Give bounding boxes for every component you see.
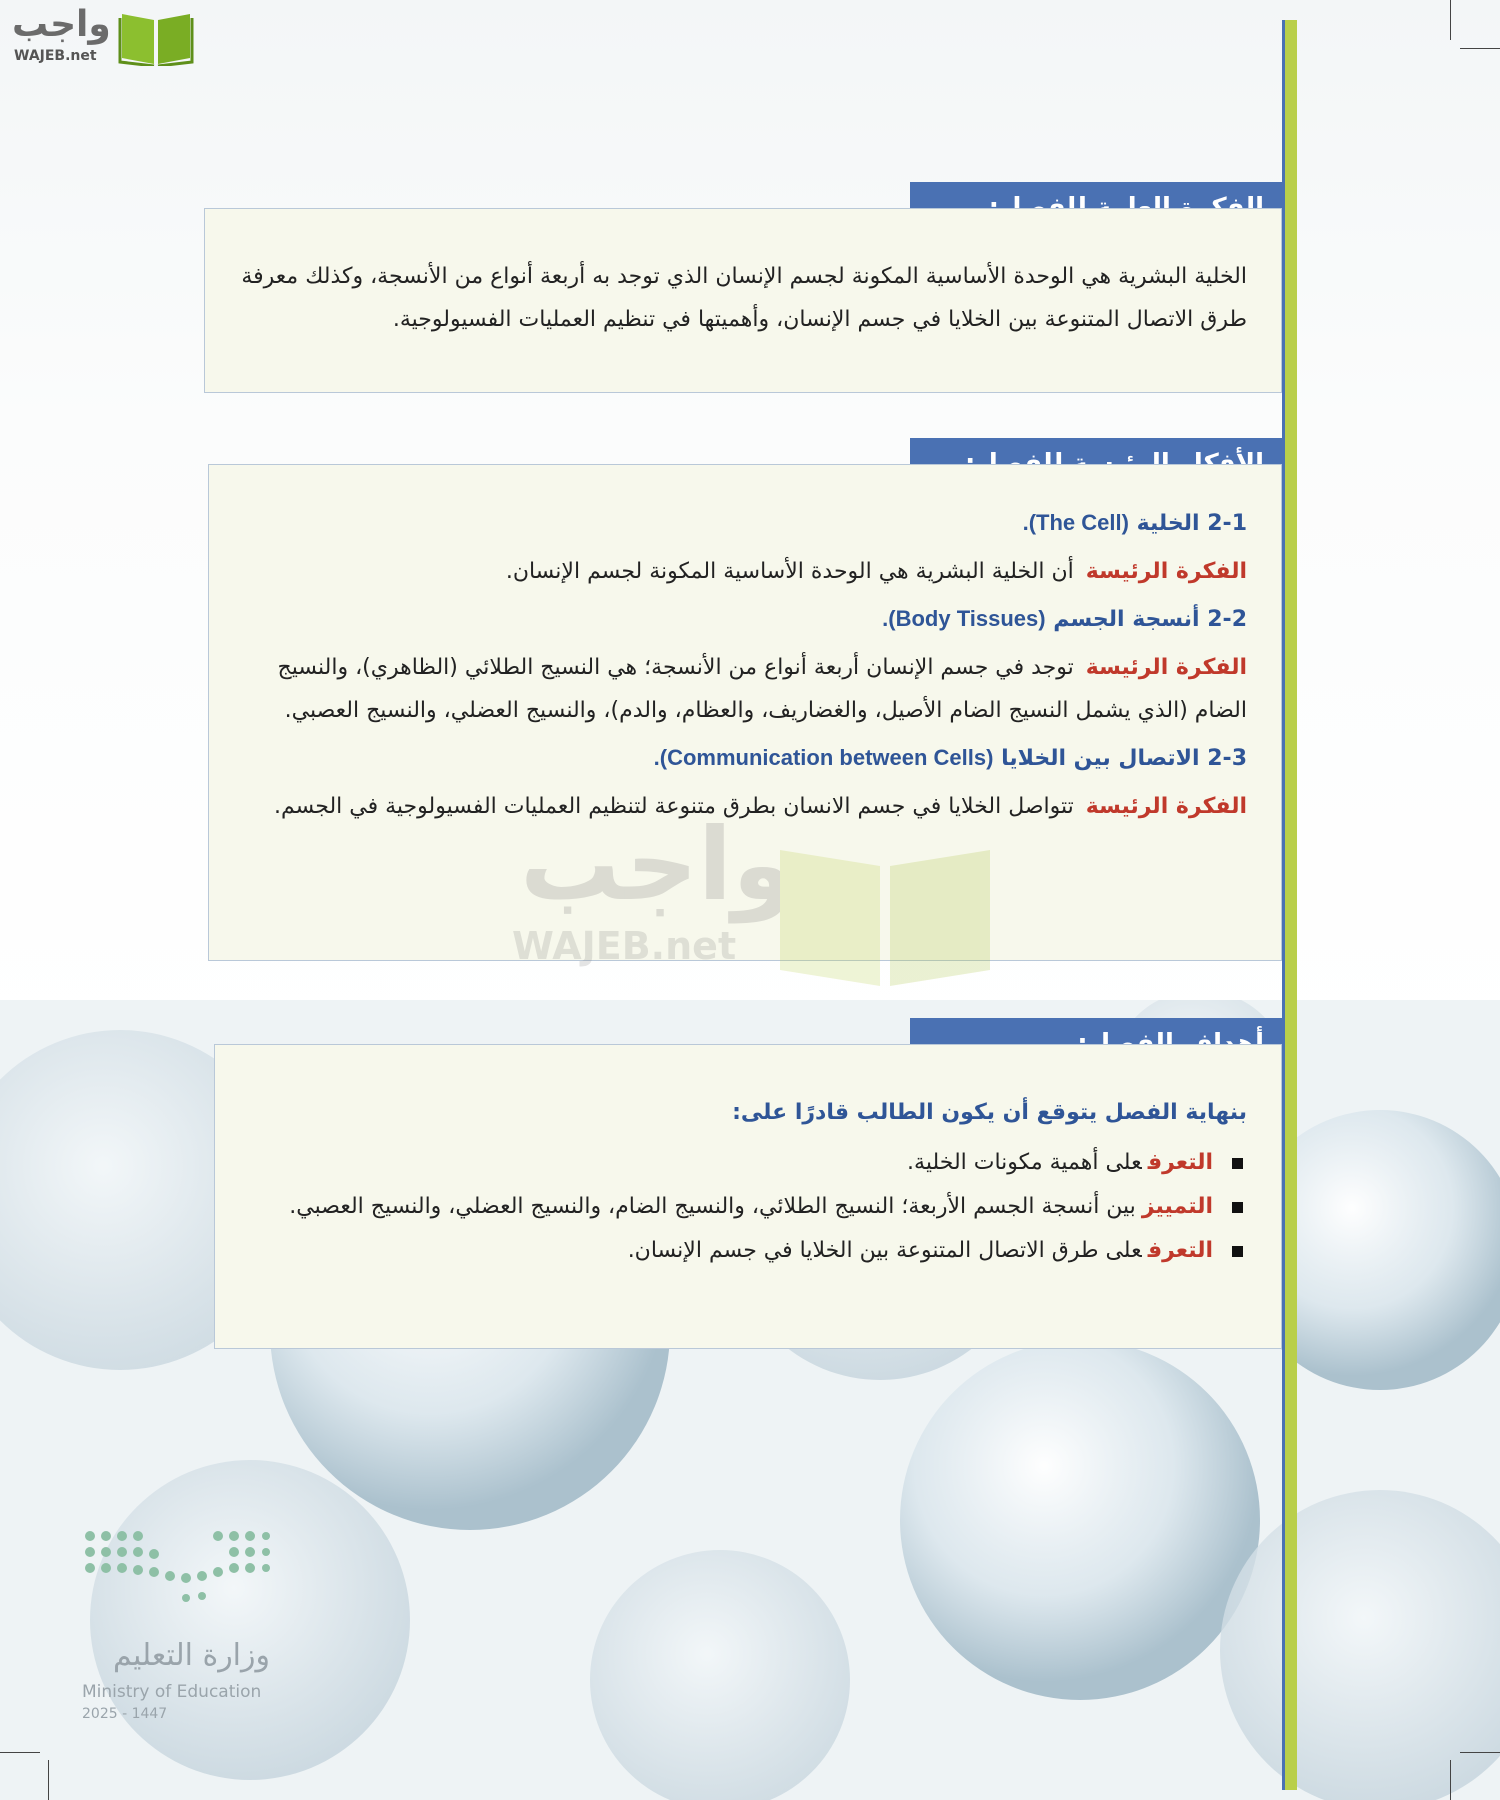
- objectives-box: [214, 1044, 1282, 1349]
- objectives-intro: بنهاية الفصل يتوقع أن يكون الطالب قادرًا على:: [732, 1100, 1247, 1125]
- main-idea-text: توجد في جسم الإنسان أربعة أنواع من الأنسجة؛ هي النسيج الطلائي (الظاهري)، والنسيج الضام (الذي يشمل النسيج الضام الأصيل، والغضاريف، والعظام، والدم)، والنسيج العضلي، والنسيج العصبي.: [277, 655, 1247, 723]
- trim-line-top-right-h: [1460, 48, 1500, 49]
- watermark-english: WAJEB.net: [512, 924, 737, 968]
- bullet-square-icon: [1232, 1202, 1243, 1213]
- wajeb-logo: [10, 4, 190, 68]
- ministry-logo: [80, 1520, 280, 1730]
- section-heading: [243, 738, 1247, 779]
- watermark-arabic: واجب: [520, 806, 795, 923]
- wajeb-watermark: [500, 806, 1020, 990]
- objective-text: على أهمية مكونات الخلية.: [907, 1150, 1142, 1175]
- section-title-en: (Body Tissues).: [882, 606, 1046, 631]
- main-idea-label: الفكرة الرئيسة: [1085, 559, 1247, 584]
- watermark-book-icon: [770, 830, 1000, 990]
- objective-item: [249, 1229, 1247, 1273]
- main-idea: [243, 550, 1247, 593]
- ministry-arabic: وزارة التعليم: [112, 1638, 270, 1673]
- ministry-dots-icon: [80, 1520, 270, 1620]
- logo-arabic: واجب: [12, 4, 111, 45]
- section-title-ar: الخلية: [1136, 511, 1200, 536]
- section-title-en: (Communication between Cells).: [653, 745, 994, 770]
- section-title-ar: أنسجة الجسم: [1053, 607, 1200, 632]
- ministry-year: 2025 - 1447: [82, 1706, 168, 1722]
- section-2-1: [243, 503, 1247, 593]
- section-title-en: (The Cell).: [1022, 510, 1129, 535]
- main-idea-text: أن الخلية البشرية هي الوحدة الأساسية المكونة لجسم الإنسان.: [505, 559, 1074, 584]
- ministry-english: Ministry of Education: [82, 1682, 262, 1702]
- section-2-2: [243, 599, 1247, 732]
- trim-line-bottom-left-h: [0, 1752, 40, 1753]
- objective-verb: التمييز: [1141, 1194, 1213, 1219]
- main-idea-label: الفكرة الرئيسة: [1085, 655, 1247, 680]
- trim-line-bottom-left: [48, 1760, 49, 1800]
- general-idea-box: [204, 208, 1282, 393]
- section-heading: [243, 599, 1247, 640]
- side-bar-green: [1285, 20, 1297, 1790]
- section-number: 2-2: [1207, 607, 1247, 632]
- objective-text: بين أنسجة الجسم الأربعة؛ النسيج الطلائي، والنسيج الضام، والنسيج العضلي، والنسيج العصبي.: [289, 1194, 1136, 1219]
- objective-text: على طرق الاتصال المتنوعة بين الخلايا في جسم الإنسان.: [627, 1238, 1142, 1263]
- bullet-square-icon: [1232, 1158, 1243, 1169]
- objective-item: [249, 1185, 1247, 1229]
- objective-verb: التعرف: [1147, 1150, 1213, 1175]
- objective-item: [249, 1141, 1247, 1185]
- general-idea-text: الخلية البشرية هي الوحدة الأساسية المكونة لجسم الإنسان الذي توجد به أربعة أنواع من الأنسجة، وكذلك معرفة طرق الاتصال المتنوعة بين الخلايا في جسم الإنسان، وأهميتها في تنظيم العمليات الفسيولوجية.: [241, 264, 1247, 332]
- section-title-ar: الاتصال بين الخلايا: [1001, 746, 1200, 771]
- book-icon: [118, 6, 194, 66]
- logo-english: WAJEB.net: [14, 48, 97, 64]
- objectives-list: [249, 1141, 1247, 1273]
- main-idea-label: الفكرة الرئيسة: [1085, 794, 1247, 819]
- bullet-square-icon: [1232, 1246, 1243, 1257]
- main-idea: [243, 646, 1247, 732]
- main-idea-text: تتواصل الخلايا في جسم الانسان بطرق متنوعة لتنظيم العمليات الفسيولوجية في الجسم.: [273, 794, 1074, 819]
- trim-line-top-right: [1450, 0, 1451, 40]
- trim-line-bottom-right: [1450, 1760, 1451, 1800]
- section-number: 2-1: [1207, 511, 1247, 536]
- objective-verb: التعرف: [1147, 1238, 1213, 1263]
- trim-line-bottom-right-h: [1460, 1752, 1500, 1753]
- section-heading: [243, 503, 1247, 544]
- section-number: 2-3: [1207, 746, 1247, 771]
